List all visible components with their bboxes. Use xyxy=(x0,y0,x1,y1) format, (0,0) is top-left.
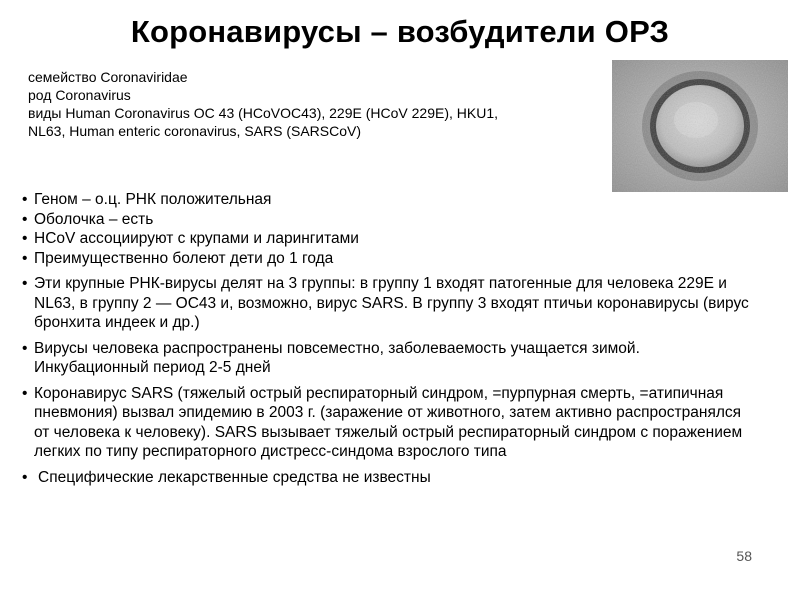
bullet-list xyxy=(22,190,757,487)
coronavirus-micrograph xyxy=(612,60,788,192)
bullet-dot: • xyxy=(22,249,28,267)
bullet-dot: • xyxy=(22,384,28,402)
bullet-text: Специфические лекарственные средства не известны xyxy=(38,468,431,486)
bullet-item xyxy=(22,339,757,378)
bullet-dot: • xyxy=(22,339,28,357)
bullet-dot: • xyxy=(22,210,28,228)
bullet-item xyxy=(22,274,757,333)
bullet-dot: • xyxy=(22,191,28,208)
taxonomy-species-1: виды Human Coronavirus OC 43 (HCoVOC43), 229E (HCoV 229E), HKU1, xyxy=(28,105,498,121)
bullet-item xyxy=(22,468,757,488)
bullet-item xyxy=(22,210,757,230)
bullet-dot: • xyxy=(22,275,28,292)
bullet-text: Оболочка – есть xyxy=(34,210,154,228)
taxonomy-species-2: NL63, Human enteric coronavirus, SARS (SARSCoV) xyxy=(28,123,362,139)
taxonomy-genus: род Coronavirus xyxy=(28,87,131,103)
slide-title: Коронавирусы – возбудители ОРЗ xyxy=(130,14,670,49)
bullet-text: Вирусы человека распространены повсеместно, заболеваемость учащается зимой. Инкубационный период 2-5 дней xyxy=(34,339,640,376)
bullet-item xyxy=(22,249,757,269)
page-number: 58 xyxy=(736,548,752,564)
bullet-text: Коронавирус SARS (тяжелый острый респираторный синдром, =пурпурная смерть, =атипичная пневмония) вызвал эпидемию в 2003 г. (заражение от животного, затем активно распространялся от человека к человеку). SARS вызывает тяжелый острый респираторный синдром с поражением легких по типу респираторного дистресс-синдома взрослого типа xyxy=(34,384,743,460)
bullet-text: Геном – о.ц. РНК положительная xyxy=(34,191,272,208)
bullet-text: HCoV ассоциируют с крупами и ларингитами xyxy=(34,230,359,247)
taxonomy-block xyxy=(28,68,628,140)
bullet-text: Эти крупные РНК-вирусы делят на 3 группы: в группу 1 входят патогенные для человека 229E и NL63, в группу 2 — OC43 и, возможно, вирус SARS. В группу 3 входят птичьи коронавирусы (вирус бронхита индеек и др.) xyxy=(34,275,749,331)
taxonomy-family: семейство Coronaviridae xyxy=(28,69,188,85)
bullet-text: Преимущественно болеют дети до 1 года xyxy=(34,249,334,267)
bullet-item xyxy=(22,229,757,249)
bullet-dot: • xyxy=(22,230,28,247)
bullet-item xyxy=(22,190,757,210)
bullet-dot: • xyxy=(22,468,28,486)
bullet-item xyxy=(22,384,757,462)
